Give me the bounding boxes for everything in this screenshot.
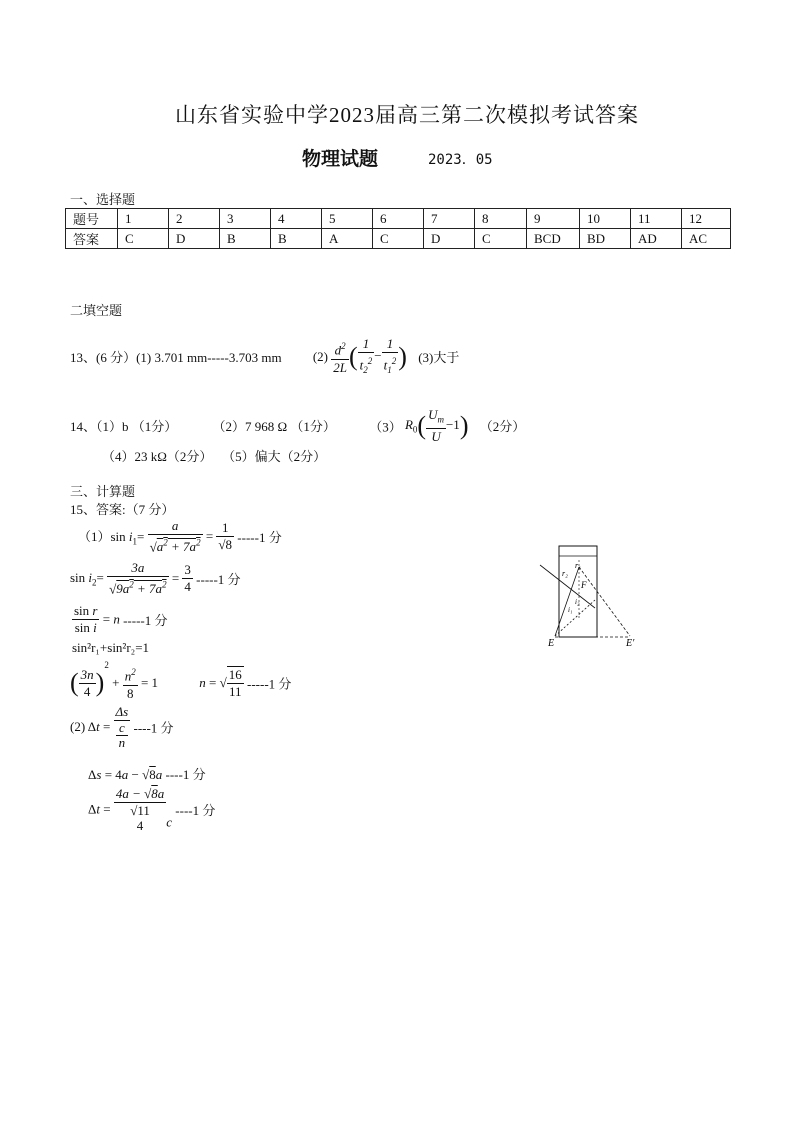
table-cell: 12 — [682, 209, 731, 229]
diagram-label-i2: i₂ — [575, 598, 580, 606]
table-cell: B — [271, 229, 322, 249]
table-cell: AC — [682, 229, 731, 249]
q14-part3-score: （2分） — [479, 419, 526, 435]
table-cell: 2 — [169, 209, 220, 229]
document-title: 山东省实验中学2023届高三第二次模拟考试答案 — [175, 103, 639, 127]
section-fill-title: 二填空题 — [70, 303, 123, 318]
table-cell: 6 — [373, 209, 424, 229]
q13-formula: $\frac{d^2}{2L}$ ( $\frac{1}{t_2^2}$ − $\frac{1}{t_1^2}$ ) — [333, 336, 407, 375]
q13-part1: 13、(6 分）(1) 3.701 mm-----3.703 mm — [70, 350, 282, 366]
table-cell: BCD — [527, 229, 580, 249]
table-cell: BD — [580, 229, 631, 249]
subject-title: 物理试题 — [302, 148, 379, 170]
table-cell: B — [220, 229, 271, 249]
optics-diagram — [535, 540, 645, 655]
section-choice-title: 一、选择题 — [70, 192, 136, 207]
q14-answer — [70, 407, 525, 445]
exam-date: 2023．05 — [428, 152, 493, 168]
table-cell: 5 — [322, 209, 373, 229]
table-cell: D — [169, 229, 220, 249]
q14-part2: （2）7 968 Ω （1分） — [212, 419, 336, 435]
table-cell: 1 — [118, 209, 169, 229]
table-cell: 8 — [475, 209, 527, 229]
q15-heading: 15、答案:（7 分） — [70, 502, 175, 517]
section-calc-title: 三、计算题 — [70, 484, 136, 499]
table-cell: A — [322, 229, 373, 249]
table-cell: C — [373, 229, 424, 249]
table-cell: 10 — [580, 209, 631, 229]
diagram-label-e-prime: E′ — [626, 638, 635, 649]
table-row-answers — [66, 229, 731, 249]
table-cell: AD — [631, 229, 682, 249]
row-label: 题号 — [66, 209, 118, 229]
q13-part3: (3)大于 — [418, 350, 460, 366]
q15-eq7: Δs = 4a − √8a ----1 分 — [88, 767, 206, 782]
q13-answer — [70, 336, 459, 378]
table-cell: C — [475, 229, 527, 249]
table-row-numbers — [66, 209, 731, 229]
q13-part2-label: (2) — [312, 348, 329, 364]
table-cell: 3 — [220, 209, 271, 229]
score-label: -----1 分 — [247, 676, 292, 692]
diagram-label-f: F — [581, 580, 587, 590]
table-cell: 11 — [631, 209, 682, 229]
score-label: -----1 分 — [123, 613, 168, 628]
q15-eq6: (2) Δt = Δs c n ----1 分 — [70, 704, 174, 750]
score-label: ----1 分 — [175, 803, 216, 818]
q15-eq5: ( $\frac{3n}{4}$ )$^2$ + $\frac{n^2}{8}$ = 1 n = √ $\frac{16}{11}$ -----1 分 — [70, 660, 292, 701]
score-label: -----1 分 — [196, 572, 241, 588]
q15-eq4: sin²r₁+sin²r₂=1 — [72, 640, 150, 655]
q15-eq8: Δt = 4a − √8a √11 4 c ----1 分 — [88, 786, 216, 833]
score-label: -----1 分 — [237, 530, 282, 546]
q15-eq3: $\frac{\text{sin r}}{\text{sin i}}$ = n -----1 分 — [74, 603, 168, 635]
table-cell: 4 — [271, 209, 322, 229]
diagram-label-i1: i₁ — [568, 606, 573, 614]
table-cell: 9 — [527, 209, 580, 229]
table-cell: C — [118, 229, 169, 249]
answer-table — [65, 208, 731, 249]
row-label: 答案 — [66, 229, 118, 249]
glass-block — [559, 546, 597, 637]
q14-part1: 14、（1）b （1分） — [70, 419, 178, 435]
score-label: ----1 分 — [165, 767, 206, 782]
table-cell: D — [424, 229, 475, 249]
q14-line2: （4）23 kΩ（2分） （5）偏大（2分） — [102, 449, 327, 464]
q14-part3-label: （3） — [369, 419, 402, 435]
q15-eq2: $\sin i_2=$ $\frac{3a}{√9a^2 + 7a^2}$ = $\frac{3}{4}$ -----1 分 — [70, 560, 241, 597]
table-cell: 7 — [424, 209, 475, 229]
q14-formula: $R_0$( $\frac{U_m}{U}$ −1) — [404, 407, 469, 444]
diagram-label-r1: r₁ — [575, 561, 581, 570]
score-label: ----1 分 — [133, 720, 174, 736]
q15-eq1: （1）sin $i_1=$ $\frac{a}{√a^2 + 7a^2}$ = $\frac{1}{√8}$ -----1 分 — [78, 518, 282, 555]
diagram-label-r2: r₂ — [562, 569, 568, 578]
diagram-label-e: E — [548, 638, 555, 649]
